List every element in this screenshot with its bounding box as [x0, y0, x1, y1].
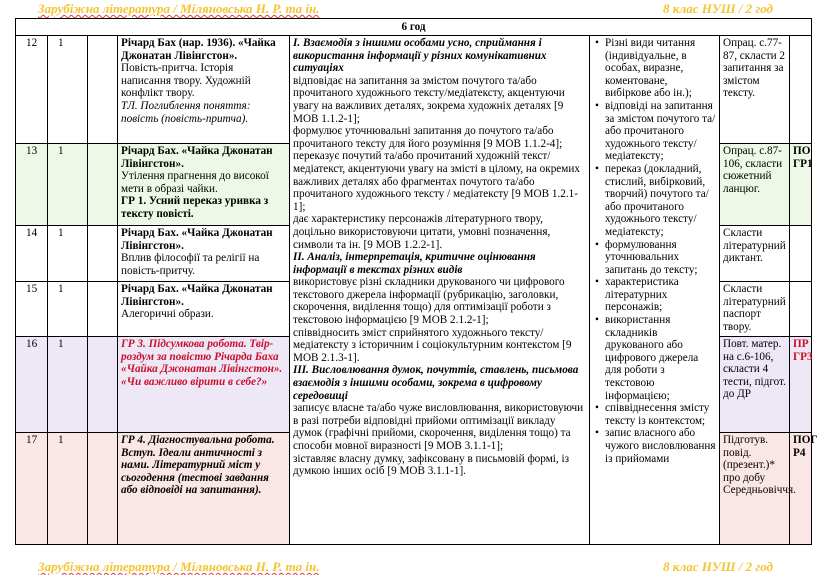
homework: Повт. матер. на с.6-106, скласти 4 тести, підгот. до ДР [720, 337, 790, 433]
homework: Скласти літературний паспорт твору. [720, 282, 790, 337]
list-item: • відповіді на запитання за змістом почутого та/або прочитаного художнього тексту/медіатексту; [593, 100, 716, 163]
lesson-hours: 1 [48, 433, 88, 545]
lesson-number: 17 [16, 433, 48, 545]
result-item: формулює уточнювальні запитання до почутого та/або прочитаного тексту для його розуміння [9 МОВ 1.1.2-4]; [293, 125, 563, 150]
topic-title: Річард Бах. «Чайка Джонатан Лівінгстон». [121, 145, 273, 170]
list-item: • переказ (докладний, стислий, вибірковий, творчий) почутого та/або прочитаного художнього тексту/медіатексту; [593, 163, 716, 239]
result-section: ІІ. Аналіз, інтерпретація, критичне оцінювання інформації в текстах різних видів [293, 251, 536, 276]
result-item: зіставляє власну думку, зафіксовану в письмовій формі, із думкою інших осіб [9 МОВ 3.1.1-1]. [293, 452, 570, 478]
assessment-code [790, 282, 812, 337]
lesson-number: 15 [16, 282, 48, 337]
list-item: • Різні види читання (індивідуальне, в особах, виразне, коментоване, вибіркове або ін.); [593, 37, 716, 100]
result-item: записує власне та/або чуже висловлювання, використовуючи в разі потреби відповідні прийоми оптимізації викладу думок (графічні прийоми, скорочення, виділення тощо) та способи мовної виразності [9 МОВ 3.1.1-1]; [293, 402, 584, 452]
lesson-hours: 1 [48, 282, 88, 337]
lesson-plan-table [15, 18, 818, 545]
empty-cell [88, 36, 118, 144]
topic-body: Повість-притча. Історія написання твору. Художній конфлікт твору. [121, 62, 251, 100]
lesson-topic [118, 144, 290, 226]
homework: Скласти літературний диктант. [720, 226, 790, 282]
activity-list [593, 37, 716, 465]
empty-cell [88, 226, 118, 282]
assessment-code: ПР ГР3 [790, 337, 812, 433]
lesson-topic [118, 226, 290, 282]
list-item: • формулювання уточнювальних запитань до тексту; [593, 239, 716, 277]
homework: Опрац. с.77-87, скласти 2 запитання за змістом тексту. [720, 36, 790, 144]
lesson-topic [118, 282, 290, 337]
hours-label: 6 год [16, 19, 812, 36]
page-header [0, 1, 825, 17]
topic-title: Річард Бах. «Чайка Джонатан Лівінгстон». [121, 227, 273, 252]
topic-body: «Чи важливо вірити в себе?» [121, 375, 268, 388]
result-section: ІІІ. Висловлювання думок, почуттів, ставлень, письмова взаємодія з іншими особами, зокрема в цифровому середовищі [293, 364, 579, 402]
empty-cell [88, 337, 118, 433]
activity-types [590, 36, 720, 545]
topic-title: ГР 4. Діагностувальна робота. Вступ. Ідеали античності з нами. Літературний міст у сьогодення (тестові завдання або відповіді на запитання). [121, 434, 275, 497]
list-item: • використання складників друкованого або цифрового джерела для роботи з текстовою інформацією; [593, 314, 716, 402]
expected-results [290, 36, 590, 545]
topic-title: Річард Бах (нар. 1936). «Чайка Джонатан Лівінгстон». [121, 37, 276, 62]
lesson-number: 16 [16, 337, 48, 433]
result-item: дає характеристику персонажів літературного твору, доцільно використовуючи цитати, умовні позначення, символи та ін. [9 МОВ 1.2.2-1]. [293, 213, 551, 251]
list-item: • співвіднесення змісту тексту із контекстом; [593, 402, 716, 427]
assessment-code [790, 36, 812, 144]
page-footer [0, 559, 825, 575]
empty-cell [88, 433, 118, 545]
hours-row [16, 19, 812, 36]
lesson-hours: 1 [48, 226, 88, 282]
header-left: Зарубіжна література / Міляновська Н. Р. та ін. [38, 1, 320, 16]
result-section: І. Взаємодія з іншими особами усно, сприймання і використання інформації у різних комунікативних ситуаціях [293, 37, 547, 75]
topic-title: ГР 3. Підсумкова робота. Твір-роздум за повістю Річарда Баха «Чайка Джонатан Лівінгстон». [121, 338, 283, 376]
footer-left: Зарубіжна література / Міляновська Н. Р. та ін. [38, 559, 320, 574]
result-item: використовує різні складники друкованого чи цифрового текстового джерела інформації (рубрикацію, заголовки, скорочення, виділення тощо) для оптимізації роботи з текстовою інформацією [9 МОВ 2.1.2-1]; [293, 276, 565, 327]
topic-body: Утілення прагнення до високої мети в образі чайки. [121, 170, 269, 195]
lesson-topic [118, 36, 290, 144]
table-row [16, 36, 812, 144]
topic-body: Алегоричні образи. [121, 308, 214, 321]
homework: Підготув. повід. (презент.)* про добу Середньовіччя. [720, 433, 790, 545]
result-item: переказує почутий та/або прочитаний художній текст/медіатекст, акцентуючи увагу на змісті в цілому, на окремих важливих деталях або фрагментах почутого та/або прочитаного художнього тексту / медіатексту [9 МОВ 1.2.1-1]; [293, 150, 580, 213]
empty-cell [88, 282, 118, 337]
homework: Опрац. с.87-106, скласти сюжетний ланцюг. [720, 144, 790, 226]
topic-title: Річард Бах. «Чайка Джонатан Лівінгстон». [121, 283, 273, 308]
footer-right: 8 клас НУШ / 2 год [662, 559, 773, 574]
assessment-code: ПО ГР1 [790, 144, 812, 226]
lesson-hours: 1 [48, 144, 88, 226]
lesson-topic [118, 337, 290, 433]
lesson-number: 14 [16, 226, 48, 282]
list-item: • запис власного або чужого висловлювання із прийомами [593, 427, 716, 465]
topic-body: Вплив філософії та релігії на повість-притчу. [121, 252, 260, 277]
lesson-hours: 1 [48, 337, 88, 433]
topic-task: ГР 1. Усний переказ уривка з тексту повісті. [121, 195, 269, 220]
header-right: 8 клас НУШ / 2 год [662, 1, 773, 16]
topic-theory: ТЛ. Поглиблення поняття: повість (повість-притча). [121, 99, 251, 125]
lesson-number: 12 [16, 36, 48, 144]
result-item: відповідає на запитання за змістом почутого та/або прочитаного художнього тексту/медіатексту, акцентуючи увагу на важливих деталях, зокрема художніх деталях [9 МОВ 1.1.2-1]; [293, 74, 565, 125]
assessment-code: ПОГ Р4 [790, 433, 812, 545]
list-item: • характеристика літературних персонажів; [593, 276, 716, 314]
lesson-hours: 1 [48, 36, 88, 144]
empty-cell [88, 144, 118, 226]
lesson-number: 13 [16, 144, 48, 226]
assessment-code [790, 226, 812, 282]
lesson-topic [118, 433, 290, 545]
result-item: співвідносить зміст сприйнятого художнього тексту/медіатексту з історичним і соціокультурним контекстом [9 МОВ 2.1.3-1]. [293, 326, 572, 364]
